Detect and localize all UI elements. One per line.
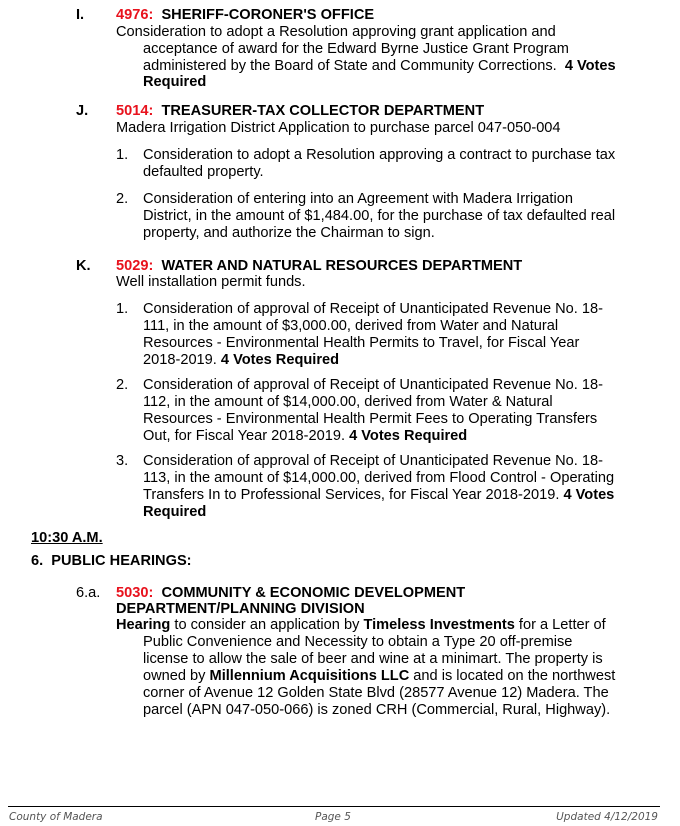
list-line: defaulted property. <box>143 164 264 180</box>
item-letter: I. <box>76 7 85 23</box>
hearing-description-line: license to allow the sale of beer and wine at a minimart. The property is <box>143 651 603 667</box>
hearing-description-line: parcel (APN 047-050-066) is zoned CRH (Commercial, Rural, Highway). <box>143 702 611 718</box>
department-name: WATER AND NATURAL RESOURCES DEPARTMENT <box>161 258 523 274</box>
list-line: Resources - Environmental Health Permit Fees to Operating Transfers <box>143 411 598 427</box>
list-text <box>143 147 618 181</box>
item-heading <box>116 7 374 24</box>
list-line: 112, in the amount of $14,000.00, derived from Water & Natural <box>143 394 553 410</box>
votes-required: 4 Votes <box>563 487 615 503</box>
session-time: 10:30 A.M. <box>31 530 103 546</box>
votes-required: Required <box>143 504 207 520</box>
list-line <box>143 487 618 504</box>
list-line <box>143 428 618 445</box>
list-line-text: 2018-2019. <box>143 352 217 368</box>
item-description-line: acceptance of award for the Edward Byrne Justice Grant Program <box>143 41 569 57</box>
list-line: District, in the amount of $1,484.00, for the purchase of tax defaulted real <box>143 208 616 224</box>
footer-page-number: Page 5 <box>315 811 351 823</box>
list-line: 113, in the amount of $14,000.00, derived from Flood Control - Operating <box>143 470 615 486</box>
footer-divider <box>8 806 660 807</box>
department-name: COMMUNITY & ECONOMIC DEVELOPMENT <box>161 585 466 601</box>
list-line-text: Transfers In to Professional Services, for Fiscal Year 2018-2019. <box>143 487 560 503</box>
item-description-line: Consideration to adopt a Resolution approving grant application and <box>116 24 556 40</box>
list-line <box>143 504 618 521</box>
item-letter: 6.a. <box>76 585 101 601</box>
description-text: administered by the Board of State and Community Corrections. <box>143 58 557 74</box>
votes-required: 4 Votes Required <box>349 428 468 444</box>
item-heading <box>116 258 522 275</box>
item-heading <box>116 103 484 120</box>
hearing-description-line: Public Convenience and Necessity to obtain a Type 20 off-premise <box>143 634 573 650</box>
list-number: 1. <box>116 147 129 163</box>
item-number: 5029: <box>116 258 154 274</box>
list-line <box>143 352 618 369</box>
list-line-text: Out, for Fiscal Year 2018-2019. <box>143 428 346 444</box>
footer-county: County of Madera <box>9 811 103 823</box>
list-number: 3. <box>116 453 129 469</box>
applicant-name: Timeless Investments <box>363 617 515 633</box>
list-line: Consideration to adopt a Resolution approving a contract to purchase tax <box>143 147 616 163</box>
votes-required: Required <box>143 74 207 90</box>
list-text <box>143 191 618 242</box>
item-number: 5030: <box>116 585 154 601</box>
description-text: to consider an application by <box>170 617 364 633</box>
description-text: owned by <box>143 668 210 684</box>
list-text <box>143 301 618 369</box>
department-name: SHERIFF-CORONER'S OFFICE <box>161 7 375 23</box>
item-description-line: Madera Irrigation District Application to purchase parcel 047-050-004 <box>116 120 561 136</box>
description-text: and is located on the northwest <box>409 668 616 684</box>
list-number: 1. <box>116 301 129 317</box>
list-line: Resources - Environmental Health Permits to Travel, for Fiscal Year <box>143 335 580 351</box>
item-number: 4976: <box>116 7 154 23</box>
owner-name: Millennium Acquisitions LLC <box>209 668 410 684</box>
footer-updated-date: Updated 4/12/2019 <box>556 811 658 823</box>
description-text: for a Letter of <box>514 617 606 633</box>
hearing-description-line <box>116 617 606 634</box>
list-line: property, and authorize the Chairman to sign. <box>143 225 435 241</box>
item-description-line: Well installation permit funds. <box>116 274 306 290</box>
item-description-line <box>143 74 206 91</box>
item-letter: J. <box>76 103 89 119</box>
list-number: 2. <box>116 377 129 393</box>
list-line: Consideration of approval of Receipt of Unanticipated Revenue No. 18- <box>143 453 603 469</box>
item-description-line <box>143 58 616 75</box>
list-number: 2. <box>116 191 129 207</box>
list-text <box>143 453 618 521</box>
list-line: Consideration of approval of Receipt of Unanticipated Revenue No. 18- <box>143 301 603 317</box>
section-heading: 6. PUBLIC HEARINGS: <box>31 553 192 569</box>
department-name: TREASURER-TAX COLLECTOR DEPARTMENT <box>161 103 485 119</box>
item-number: 5014: <box>116 103 154 119</box>
votes-required: 4 Votes Required <box>220 352 340 368</box>
list-line: 111, in the amount of $3,000.00, derived from Water and Natural <box>143 318 559 334</box>
list-line: Consideration of entering into an Agreement with Madera Irrigation <box>143 191 573 207</box>
hearing-description-line <box>143 668 615 685</box>
item-heading <box>116 585 465 602</box>
hearing-description-line: corner of Avenue 12 Golden State Blvd (28577 Avenue 12) Madera. The <box>143 685 609 701</box>
votes-required: 4 Votes <box>564 58 616 74</box>
bold-term: Hearing <box>116 617 171 633</box>
list-line: Consideration of approval of Receipt of Unanticipated Revenue No. 18- <box>143 377 603 393</box>
item-letter: K. <box>76 258 91 274</box>
department-name: DEPARTMENT/PLANNING DIVISION <box>116 601 365 617</box>
list-text <box>143 377 618 445</box>
